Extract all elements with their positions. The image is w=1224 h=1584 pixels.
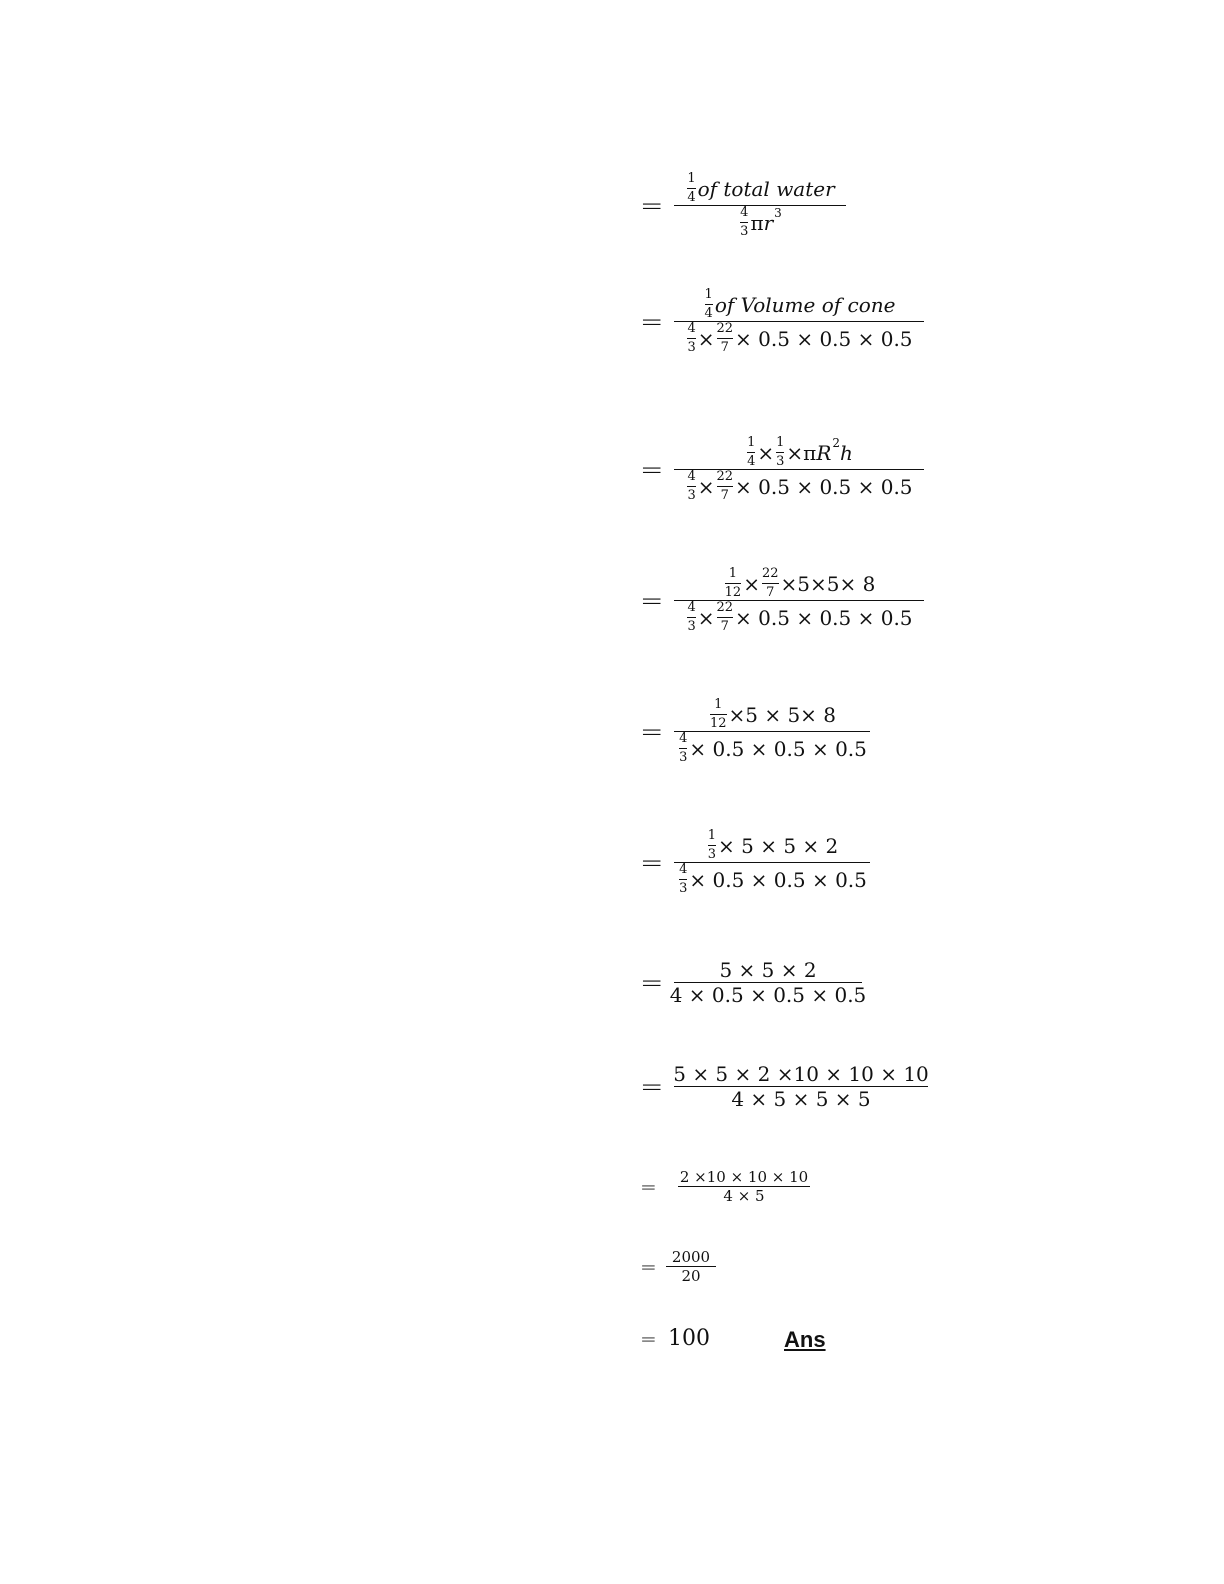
expression-text: × 0.5 × 0.5 × 0.5 [735, 474, 913, 499]
expression-text: × 5 × 5 × 2 [718, 833, 839, 858]
small-fraction: 1 12 [709, 697, 727, 731]
exponent: 3 [774, 205, 782, 220]
fraction [674, 567, 924, 634]
numerator [681, 172, 838, 205]
step-2 [640, 288, 924, 355]
expression-text: × 0.5 × 0.5 × 0.5 [735, 605, 913, 630]
expression-text: × 0.5 × 0.5 × 0.5 [689, 867, 867, 892]
equals-sign: = [640, 966, 664, 999]
final-result: 100 [668, 1326, 710, 1351]
small-fraction: 1 3 [707, 828, 717, 862]
variable-h: h [840, 440, 853, 465]
times-sign: × [697, 605, 715, 630]
denominator: 4 × 0.5 × 0.5 × 0.5 [669, 983, 867, 1007]
equals-sign: = [640, 1070, 664, 1103]
fraction [678, 1168, 810, 1205]
small-fraction: 4 3 [740, 205, 749, 239]
small-fraction: 22 7 [761, 566, 779, 600]
equals-sign: = [640, 1174, 657, 1199]
step-9 [640, 1168, 810, 1205]
denominator [673, 732, 871, 765]
equals-sign: = [640, 715, 664, 748]
small-fraction: 1 3 [776, 435, 785, 469]
times-sign: × [697, 474, 715, 499]
exponent: 2 [832, 435, 841, 450]
step-3 [640, 436, 924, 503]
denominator [734, 206, 786, 239]
small-fraction: 1 12 [724, 566, 742, 600]
numerator: 2 ×10 × 10 × 10 [679, 1168, 809, 1186]
denominator [681, 601, 916, 634]
step-1 [640, 172, 846, 239]
equals-sign: = [640, 189, 664, 222]
times-sign: × [697, 326, 715, 351]
small-fraction: 4 3 [679, 731, 688, 765]
denominator [681, 322, 916, 355]
small-fraction: 1 4 [747, 435, 756, 469]
variable-r: r [763, 210, 774, 235]
numerator [702, 829, 843, 862]
numerator [699, 288, 900, 321]
fraction [674, 436, 924, 503]
step-7 [640, 958, 867, 1007]
expression-text: of total water [697, 176, 835, 201]
fraction [666, 1248, 716, 1285]
equals-sign: = [640, 305, 664, 338]
denominator [681, 470, 916, 503]
fraction [674, 829, 870, 896]
pi-symbol: π [750, 210, 764, 235]
small-fraction: 4 3 [687, 469, 696, 503]
equals-sign: = [640, 584, 664, 617]
expression-text: × 0.5 × 0.5 × 0.5 [735, 326, 913, 351]
denominator: 4 × 5 [723, 1187, 765, 1205]
fraction [669, 958, 867, 1007]
numerator: 2000 [671, 1248, 711, 1266]
numerator [704, 698, 840, 731]
small-fraction: 22 7 [716, 321, 734, 355]
answer-label: Ans [784, 1327, 826, 1352]
times-sign: × [786, 440, 804, 465]
times-sign: × [757, 440, 775, 465]
expression-text: ×5 × 5× 8 [728, 702, 837, 727]
numerator [719, 567, 880, 600]
expression-text: ×5×5× 8 [780, 571, 876, 596]
small-fraction: 4 3 [679, 862, 688, 896]
step-8 [640, 1062, 928, 1111]
small-fraction: 4 3 [687, 321, 696, 355]
variable-R: R [816, 440, 832, 465]
denominator: 20 [681, 1267, 701, 1285]
denominator [673, 863, 871, 896]
equals-sign: = [640, 453, 664, 486]
small-fraction: 22 7 [716, 600, 734, 634]
step-4 [640, 567, 924, 634]
fraction [674, 698, 870, 765]
fraction [674, 172, 846, 239]
equals-sign: = [640, 1326, 657, 1351]
step-11 [640, 1326, 710, 1351]
denominator: 4 × 5 × 5 × 5 [731, 1087, 871, 1111]
fraction [674, 1062, 928, 1111]
numerator: 5 × 5 × 2 ×10 × 10 × 10 [673, 1062, 929, 1086]
times-sign: × [743, 571, 760, 596]
step-10 [640, 1248, 716, 1285]
small-fraction: 1 4 [704, 287, 713, 321]
expression-text: × 0.5 × 0.5 × 0.5 [689, 736, 867, 761]
step-5 [640, 698, 870, 765]
small-fraction: 4 3 [687, 600, 696, 634]
pi-symbol: π [803, 440, 817, 465]
fraction [674, 288, 924, 355]
expression-text: of Volume of cone [714, 292, 896, 317]
numerator: 5 × 5 × 2 [719, 958, 817, 982]
small-fraction: 1 4 [687, 171, 696, 205]
equals-sign: = [640, 846, 664, 879]
step-6 [640, 829, 870, 896]
small-fraction: 22 7 [716, 469, 734, 503]
numerator [741, 436, 857, 469]
equals-sign: = [640, 1254, 657, 1279]
